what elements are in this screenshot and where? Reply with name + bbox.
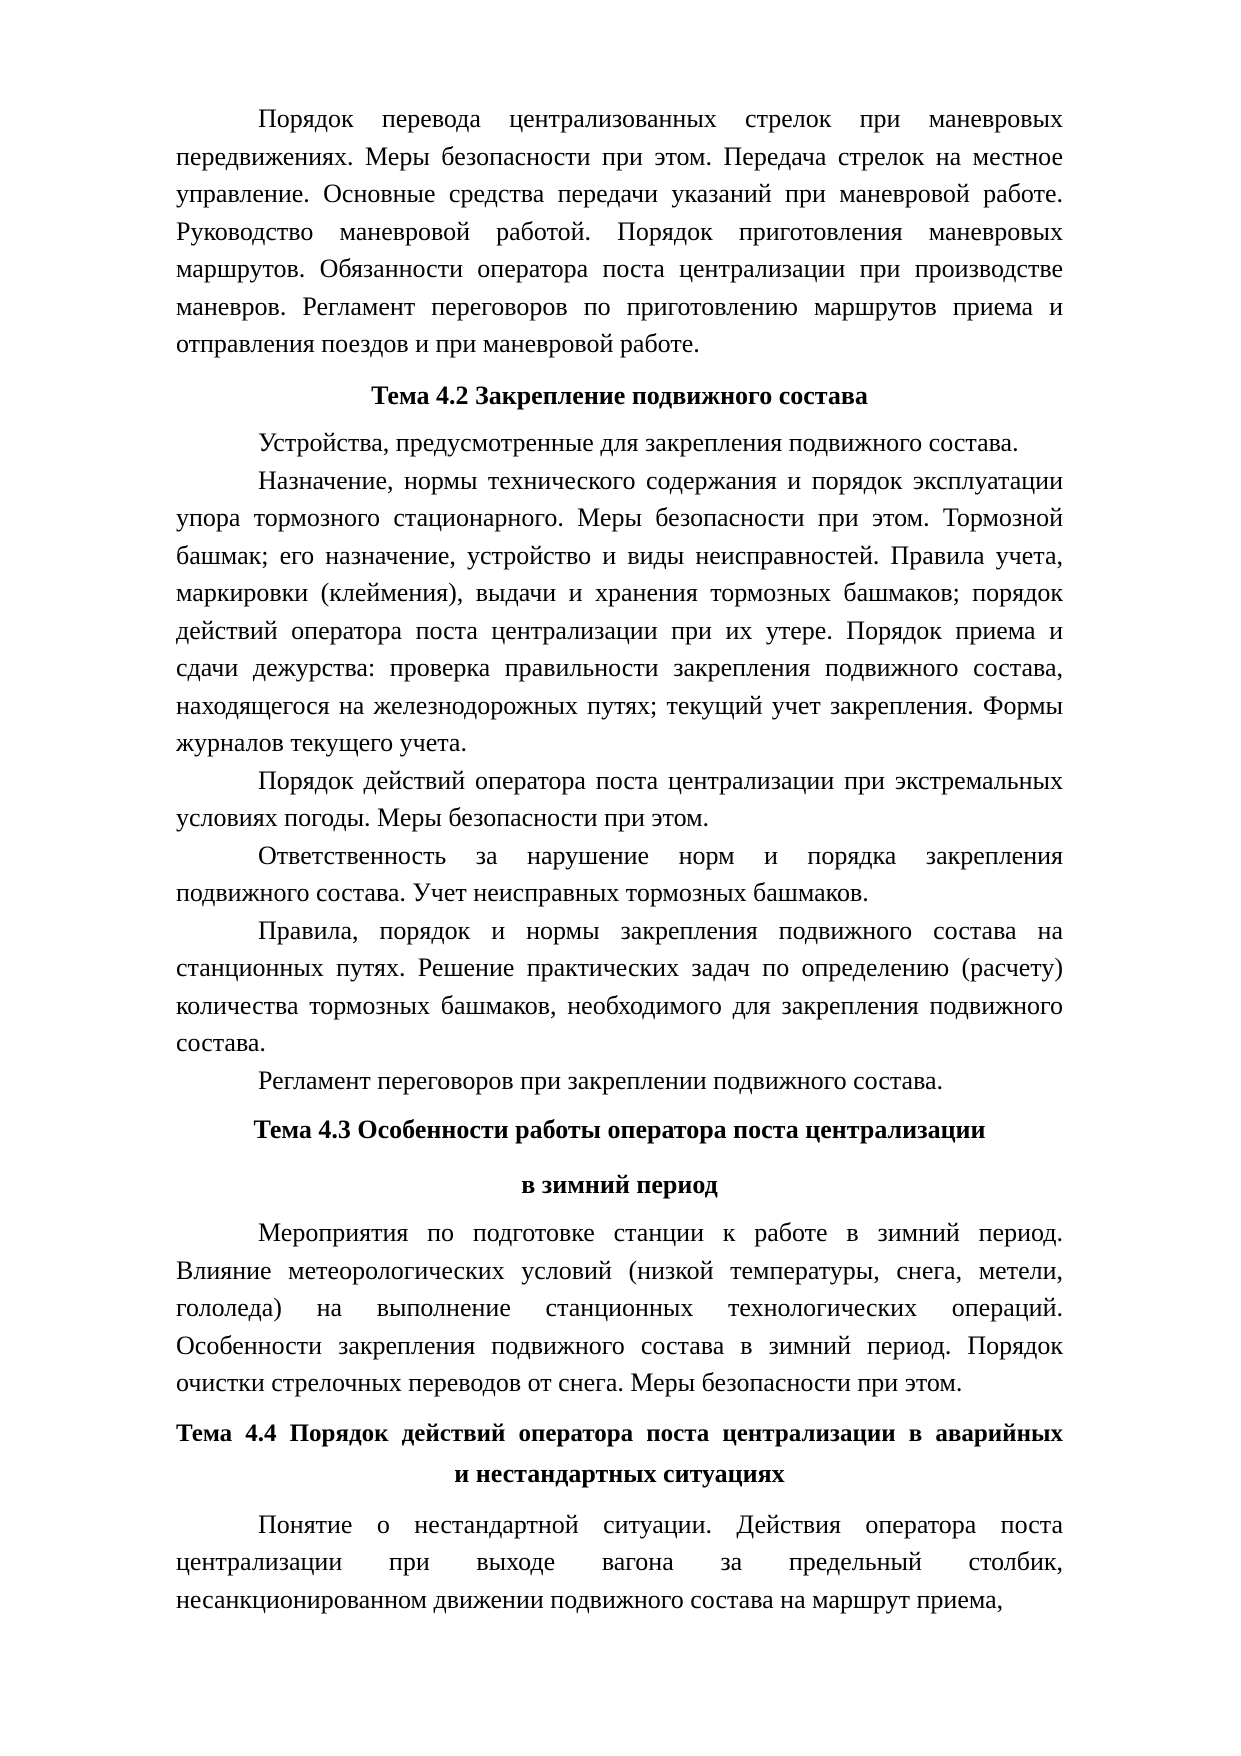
heading-tema-4-4 — [176, 1415, 1063, 1493]
paragraph-nonstandard-situations: Понятие о нестандартной ситуации. Действия оператора поста централизации при выходе вагона за предельный столбик, несанкционированном движении подвижного состава на маршрут приема, — [176, 1509, 1063, 1614]
heading-tema-4-2: Тема 4.2 Закрепление подвижного состава — [371, 380, 868, 410]
paragraph-talks-regulation: Регламент переговоров при закреплении подвижного состава. — [258, 1065, 944, 1095]
heading-tema-4-3-line1: Тема 4.3 Особенности работы оператора поста централизации — [253, 1115, 986, 1144]
heading-tema-4-3-line2: в зимний период — [521, 1169, 718, 1199]
paragraph-brake-shoe-rules: Назначение, нормы технического содержания и порядок эксплуатации упора тормозного стационарного. Меры безопасности при этом. Тормозной башмак; его назначение, устройство и виды неисправностей. Правила учета, маркировки (клеймения), выдачи и хранения тормозных башмаков; порядок действий оператора поста централизации при их утере. Порядок приема и сдачи дежурства: проверка правильности закрепления подвижного состава, находящегося на железнодорожных путях; текущий учет закрепления. Формы журналов текущего учета. — [176, 465, 1063, 757]
paragraph-extreme-weather: Порядок действий оператора поста централизации при экстремальных условиях погоды. Меры безопасности при этом. — [176, 765, 1063, 832]
paragraph-responsibility: Ответственность за нарушение норм и порядка закрепления подвижного состава. Учет неисправных тормозных башмаков. — [176, 840, 1063, 907]
heading-tema-4-3 — [176, 1111, 1063, 1203]
paragraph-securing-devices: Устройства, предусмотренные для закрепления подвижного состава. — [258, 428, 1019, 457]
paragraph-securing-norms: Правила, порядок и нормы закрепления подвижного состава на станционных путях. Решение практических задач по определению (расчету) количества тормозных башмаков, необходимого для закрепления подвижного состава. — [176, 915, 1063, 1057]
paragraph-switch-operation: Порядок перевода централизованных стрелок при маневровых передвижениях. Меры безопасности при этом. Передача стрелок на местное управление. Основные средства передачи указаний при маневровой работе. Руководство маневровой работой. Порядок приготовления маневровых маршрутов. Обязанности оператора поста централизации при производстве маневров. Регламент переговоров по приготовлению маршрутов приема и отправления поездов и при маневровой работе. — [176, 104, 1063, 358]
paragraph-winter-preparation: Мероприятия по подготовке станции к работе в зимний период. Влияние метеорологических условий (низкой температуры, снега, метели, гололеда) на выполнение станционных технологических операций. Особенности закрепления подвижного состава в зимний период. Порядок очистки стрелочных переводов от снега. Меры безопасности при этом. — [176, 1218, 1063, 1397]
heading-tema-4-4-line2: и нестандартных ситуациях — [454, 1459, 785, 1488]
heading-tema-4-4-line1: Тема 4.4 Порядок действий оператора поста централизации в аварийных — [176, 1419, 1063, 1447]
